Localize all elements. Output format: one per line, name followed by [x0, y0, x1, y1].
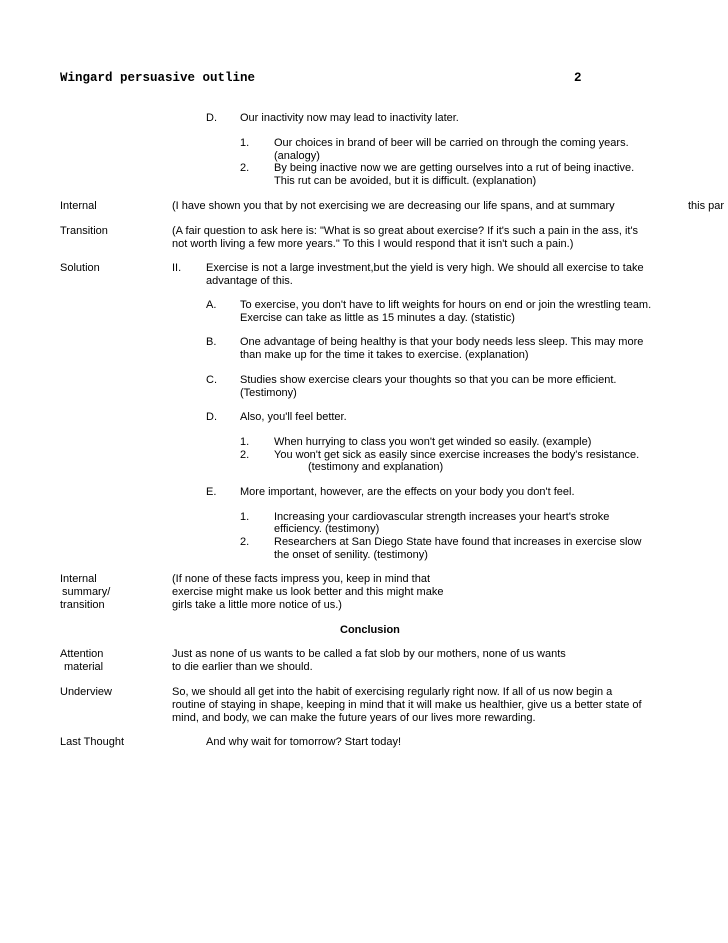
- internal-summary-line1: (If none of these facts impress you, keep in mind that: [172, 573, 431, 585]
- solution-line1: Exercise is not a large investment,but the yield is very high. We should all exercise to take: [206, 262, 644, 274]
- solution-label: Solution: [60, 262, 100, 274]
- point-d-marker: D.: [206, 112, 217, 124]
- subpoint-e-item-2-line1: Researchers at San Diego State have found that increases in exercise slow: [274, 536, 642, 548]
- transition-line2: not worth living a few more years." To this I would respond that it isn't such a pain.): [172, 238, 574, 250]
- subpoint-b-marker: B.: [206, 336, 217, 348]
- subpoint-d-item-2-line1: You won't get sick as easily since exercise increases the body's resistance.: [274, 449, 640, 461]
- attention-label-1: Attention: [60, 648, 104, 660]
- underview-label: Underview: [60, 686, 112, 698]
- internal-summary-label-2: summary/: [62, 586, 111, 598]
- subpoint-e-item-2-marker: 2.: [240, 536, 250, 548]
- internal-summary-label-1: Internal: [60, 573, 97, 585]
- header-title: Wingard persuasive outline: [60, 71, 256, 85]
- subpoint-c-marker: C.: [206, 374, 217, 386]
- attention-line1: Just as none of us wants to be called a fat slob by our mothers, none of us wants: [172, 648, 566, 660]
- point-d-text: Our inactivity now may lead to inactivity later.: [240, 112, 459, 124]
- subpoint-e-text: More important, however, are the effects on your body you don't feel.: [240, 486, 575, 498]
- attention-label-2: material: [64, 661, 104, 673]
- subpoint-b-line1: One advantage of being healthy is that your body needs less sleep. This may more: [240, 336, 644, 348]
- internal-text: (I have shown you that by not exercising we are decreasing our life spans, and at summary: [172, 200, 615, 212]
- subpoint-c-line1: Studies show exercise clears your thoughts so that you can be more efficient.: [240, 374, 617, 386]
- point-d-item-2-marker: 2.: [240, 162, 250, 174]
- solution-marker: II.: [172, 262, 182, 274]
- solution-line2: advantage of this.: [206, 275, 293, 287]
- subpoint-c-line2: (Testimony): [240, 387, 297, 399]
- last-thought-label: Last Thought: [60, 736, 125, 748]
- transition-label: Transition: [60, 225, 108, 237]
- subpoint-d-item-1-marker: 1.: [240, 436, 250, 448]
- underview-line2: routine of staying in shape, keeping in mind that it will make us healthier, give us a better state of: [172, 699, 642, 711]
- subpoint-d-marker: D.: [206, 411, 217, 423]
- point-d-item-2-line2: This rut can be avoided, but it is difficult. (explanation): [274, 175, 537, 187]
- subpoint-d-item-2-marker: 2.: [240, 449, 250, 461]
- point-d-item-1-line2: (analogy): [274, 150, 320, 162]
- subpoint-e-item-2-line2: the onset of senility. (testimony): [274, 549, 428, 561]
- subpoint-e-item-1-line2: efficiency. (testimony): [274, 523, 380, 535]
- underview-line1: So, we should all get into the habit of exercising regularly right now. If all of us now begin a: [172, 686, 613, 698]
- subpoint-d-item-1-line1: When hurrying to class you won't get winded so easily. (example): [274, 436, 592, 448]
- underview-line3: mind, and body, we can make the future years of our lives more rewarding.: [172, 712, 536, 724]
- subpoint-e-marker: E.: [206, 486, 217, 498]
- subpoint-e-item-1-line1: Increasing your cardiovascular strength increases your heart's stroke: [274, 511, 610, 523]
- subpoint-b-line2: than make up for the time it takes to exercise. (explanation): [240, 349, 529, 361]
- subpoint-a-line1: To exercise, you don't have to lift weights for hours on end or join the wrestling team.: [240, 299, 652, 311]
- subpoint-d-text: Also, you'll feel better.: [240, 411, 347, 423]
- internal-summary-line2: exercise might make us look better and this might make: [172, 586, 444, 598]
- transition-line1: (A fair question to ask here is: "What is so great about exercise? If it's such a pain in the ass, it's: [172, 225, 639, 237]
- internal-overflow-text: this par: [688, 200, 725, 212]
- subpoint-a-marker: A.: [206, 299, 217, 311]
- last-thought-text: And why wait for tomorrow? Start today!: [206, 736, 402, 748]
- point-d-item-1-marker: 1.: [240, 137, 250, 149]
- subpoint-a-line2: Exercise can take as little as 15 minutes a day. (statistic): [240, 312, 515, 324]
- internal-summary-label-3: transition: [60, 599, 105, 611]
- internal-summary-line3: girls take a little more notice of us.): [172, 599, 342, 611]
- point-d-item-1-line1: Our choices in brand of beer will be carried on through the coming years.: [274, 137, 629, 149]
- page-number: 2: [574, 71, 582, 85]
- conclusion-heading: Conclusion: [340, 624, 400, 636]
- subpoint-e-item-1-marker: 1.: [240, 511, 250, 523]
- subpoint-d-item-2-line2: (testimony and explanation): [308, 461, 444, 473]
- attention-line2: to die earlier than we should.: [172, 661, 313, 673]
- point-d-item-2-line1: By being inactive now we are getting ourselves into a rut of being inactive.: [274, 162, 635, 174]
- internal-label: Internal: [60, 200, 97, 212]
